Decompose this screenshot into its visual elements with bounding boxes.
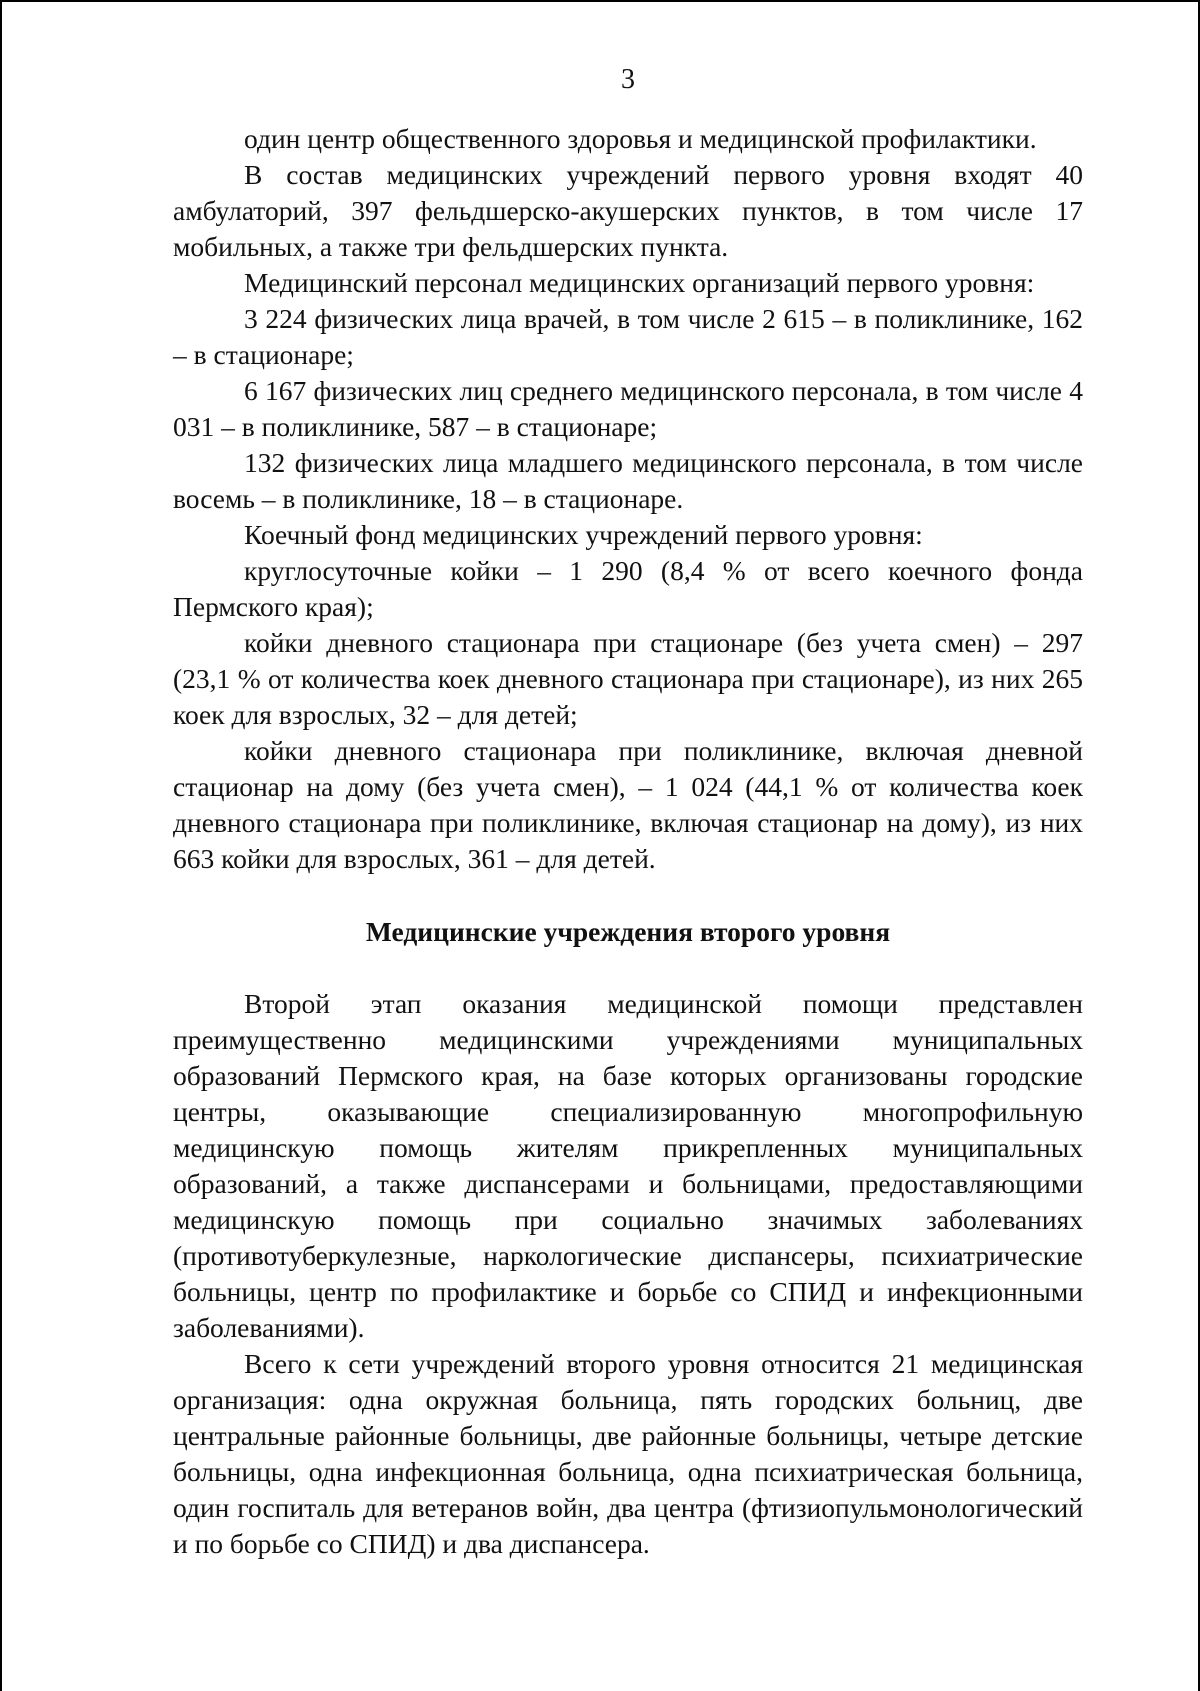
scan-edge-left [0,0,2,1691]
paragraph: один центр общественного здоровья и медицинской профилактики. [244,123,1037,154]
paragraph: койки дневного стационара при стационаре (без учета смен) – 297 (23,1 % от количества коек дневного стационара при стационаре), из них 265 коек для взрослых, 32 – для детей; [173,627,1083,730]
paragraph: Коечный фонд медицинских учреждений первого уровня: [244,519,923,550]
paragraph: круглосуточные койки – 1 290 (8,4 % от всего коечного фонда Пермского края); [173,555,1083,622]
paragraph: Медицинский персонал медицинских организаций первого уровня: [244,267,1035,298]
page-number: 3 [621,64,635,95]
section-heading: Медицинские учреждения второго уровня [365,916,891,947]
paragraph: 132 физических лица младшего медицинского персонала, в том числе восемь – в поликлинике, 18 – в стационаре. [173,447,1083,514]
paragraph: койки дневного стационара при поликлинике, включая дневной стационар на дому (без учета смен), – 1 024 (44,1 % от количества коек дневного стационара при поликлинике, включая стационар на дому), из них 663 койки для взрослых, 361 – для детей. [173,735,1083,874]
paragraph: Всего к сети учреждений второго уровня относится 21 медицинская организация: одна окружная больница, пять городских больниц, две центральные районные больницы, две районные больницы, четыре детские больницы, одна инфекционная больница, одна психиатрическая больница, один госпиталь для ветеранов войн, два центра (фтизиопульмонологический и по борьбе со СПИД) и два диспансера. [173,1348,1083,1559]
paragraph: 3 224 физических лица врачей, в том числе 2 615 – в поликлинике, 162 – в стационаре; [173,303,1083,370]
paragraph: Второй этап оказания медицинской помощи представлен преимущественно медицинскими учреждениями муниципальных образований Пермского края, на базе которых организованы городские центры, оказывающие специализированную многопрофильную медицинскую помощь жителям прикрепленных муниципальных образований, а также диспансерами и больницами, предоставляющими медицинскую помощь при социально значимых заболеваниях (противотуберкулезные, наркологические диспансеры, психиатрические больницы, центр по профилактике и борьбе со СПИД и инфекционными заболеваниями). [173,988,1083,1343]
document-body [173,121,1083,1562]
paragraph: 6 167 физических лиц среднего медицинского персонала, в том числе 4 031 – в поликлинике, 587 – в стационаре; [173,375,1083,442]
scan-edge-top [0,0,1200,2]
paragraph: В состав медицинских учреждений первого уровня входят 40 амбулаторий, 397 фельдшерско-акушерских пунктов, в том числе 17 мобильных, а также три фельдшерских пункта. [173,159,1083,262]
